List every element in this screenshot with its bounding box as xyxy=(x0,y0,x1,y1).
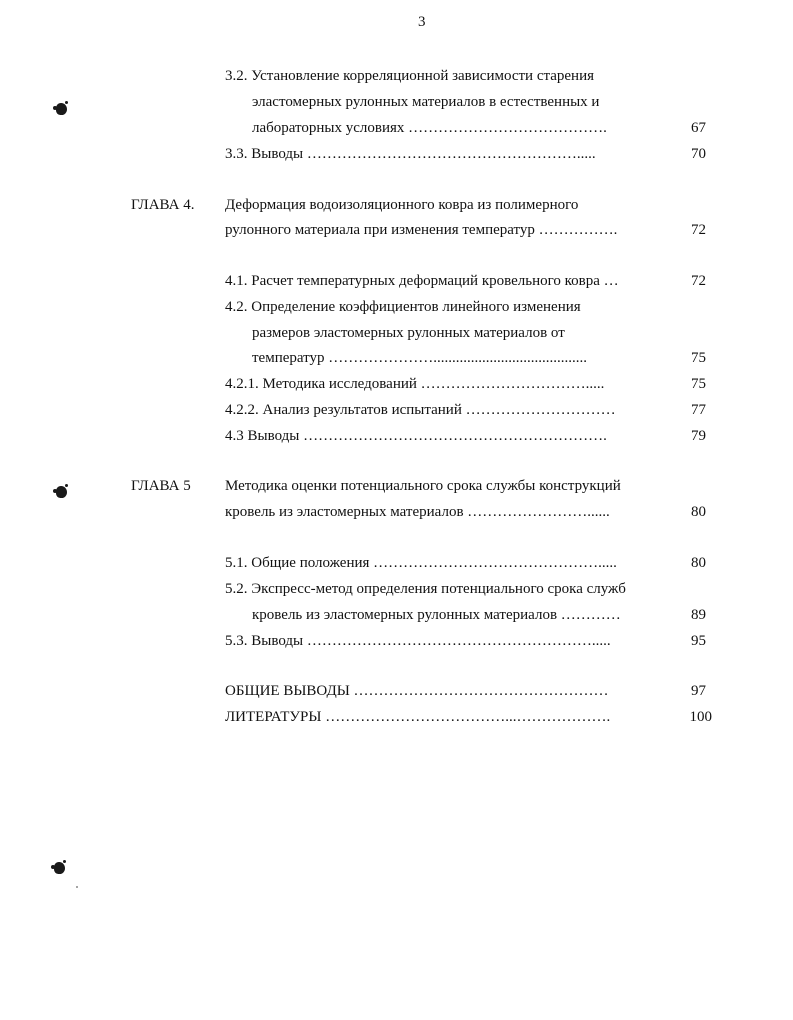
scan-speck xyxy=(56,486,67,498)
toc-chapter-4-line-1[interactable]: Деформация водоизоляционного ковра из полимерного xyxy=(225,197,579,213)
toc-entry-4-2-2[interactable]: 4.2.2. Анализ результатов испытаний ………………………… xyxy=(225,402,616,418)
toc-page-4-1: 72 xyxy=(691,273,706,289)
toc-page-chapter-4: 72 xyxy=(691,222,706,238)
toc-entry-5-2-line-1[interactable]: 5.2. Экспресс-метод определения потенциального срока служб xyxy=(225,581,626,597)
toc-entry-4-2-1[interactable]: 4.2.1. Методика исследований ……………………………..... xyxy=(225,376,605,392)
toc-entry-3-2-line-3[interactable]: лабораторных условиях …………………………………. xyxy=(252,120,607,136)
toc-entry-3-2-line-1[interactable]: 3.2. Установление корреляционной зависимости старения xyxy=(225,68,594,84)
toc-chapter-4-line-2[interactable]: рулонного материала при изменения температур ……………. xyxy=(225,222,618,238)
toc-page-3-3: 70 xyxy=(691,146,706,162)
toc-entry-general-conclusions[interactable]: ОБЩИЕ ВЫВОДЫ …………………………………………… xyxy=(225,683,609,699)
toc-page-4-2: 75 xyxy=(691,350,706,366)
toc-entry-4-2-line-3[interactable]: температур …………………......................................... xyxy=(252,350,588,366)
toc-chapter-5-line-1[interactable]: Методика оценки потенциального срока службы конструкций xyxy=(225,478,621,494)
toc-page-chapter-5: 80 xyxy=(691,504,706,520)
toc-entry-4-3[interactable]: 4.3 Выводы ……………………………………………………. xyxy=(225,428,607,444)
chapter-4-label: ГЛАВА 4. xyxy=(131,197,195,213)
toc-chapter-5-line-2[interactable]: кровель из эластомерных материалов ……………………...... xyxy=(225,504,610,520)
toc-entry-4-2-line-2[interactable]: размеров эластомерных рулонных материалов от xyxy=(252,325,565,341)
toc-entry-4-2-line-1[interactable]: 4.2. Определение коэффициентов линейного изменения xyxy=(225,299,581,315)
toc-page-general-conclusions: 97 xyxy=(691,683,706,699)
toc-page-4-2-1: 75 xyxy=(691,376,706,392)
toc-page-4-3: 79 xyxy=(691,428,706,444)
toc-entry-5-2-line-2[interactable]: кровель из эластомерных рулонных материалов ………… xyxy=(252,607,621,623)
toc-entry-5-1[interactable]: 5.1. Общие положения ………………………………………..... xyxy=(225,555,617,571)
chapter-5-label: ГЛАВА 5 xyxy=(131,478,191,494)
scan-speck xyxy=(56,103,67,115)
scan-speck xyxy=(76,886,78,888)
toc-page-5-1: 80 xyxy=(691,555,706,571)
toc-entry-literature[interactable]: ЛИТЕРАТУРЫ ………………………………...………………. xyxy=(225,709,611,725)
toc-entry-3-3[interactable]: 3.3. Выводы ………………………………………………..... xyxy=(225,146,596,162)
toc-page-4-2-2: 77 xyxy=(691,402,706,418)
toc-entry-5-3[interactable]: 5.3. Выводы …………………………………………………..... xyxy=(225,633,611,649)
scan-speck xyxy=(54,862,65,874)
toc-page-5-2: 89 xyxy=(691,607,706,623)
toc-page-3-2: 67 xyxy=(691,120,706,136)
page-number: 3 xyxy=(418,14,426,30)
toc-page-literature: 100 xyxy=(689,709,712,725)
toc-entry-4-1[interactable]: 4.1. Расчет температурных деформаций кровельного ковра … xyxy=(225,273,619,289)
toc-entry-3-2-line-2[interactable]: эластомерных рулонных материалов в естественных и xyxy=(252,94,600,110)
toc-page-5-3: 95 xyxy=(691,633,706,649)
